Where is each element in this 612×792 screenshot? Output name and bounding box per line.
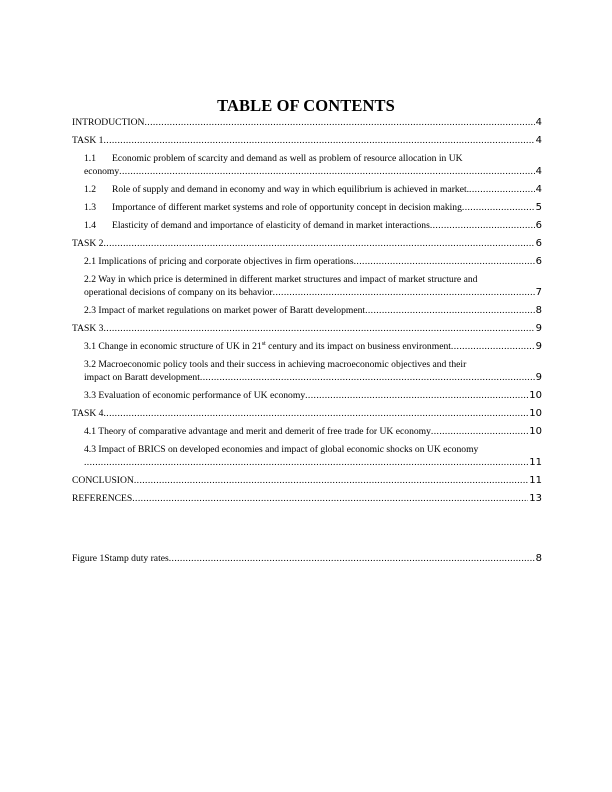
toc-entry-1-1[interactable] xyxy=(72,152,542,178)
toc-label: 4.1 Theory of comparative advantage and merit and demerit of free trade for UK economy xyxy=(84,426,431,437)
toc-number: 1.4 xyxy=(84,220,96,231)
toc-page-number: 4 xyxy=(535,117,542,128)
toc-page-number: 10 xyxy=(529,408,542,419)
toc-label: Elasticity of demand and importance of elasticity of demand in market interactions xyxy=(112,220,430,231)
toc-entry-4-1[interactable] xyxy=(72,425,542,438)
page-title: TABLE OF CONTENTS xyxy=(217,96,395,115)
toc-label xyxy=(84,340,451,353)
toc-entry-references[interactable] xyxy=(72,492,542,505)
toc-label: 2.3 Impact of market regulations on market power of Baratt development xyxy=(84,305,366,316)
toc-entry-1-3[interactable] xyxy=(72,201,542,214)
toc-page-number: 6 xyxy=(535,238,542,249)
toc-label-part: 3.1 Change in economic structure of UK in 21 xyxy=(84,341,262,352)
toc-page-number: 11 xyxy=(529,457,542,468)
toc-label-continued: operational decisions of company on its behavior xyxy=(84,287,273,298)
figure-entry-1[interactable] xyxy=(72,552,542,565)
toc-page-number: 4 xyxy=(535,135,542,146)
toc-entry-task4[interactable] xyxy=(72,407,542,420)
toc-label: Role of supply and demand in economy and way in which equilibrium is achieved in market. xyxy=(112,184,470,195)
toc-label: TASK 4 xyxy=(72,408,104,419)
toc-label: TASK 2 xyxy=(72,238,104,249)
toc-entry-conclusion[interactable] xyxy=(72,474,542,487)
toc-page-number: 10 xyxy=(529,426,542,437)
figure-label: Figure 1Stamp duty rates xyxy=(72,553,169,564)
toc-page-number: 13 xyxy=(529,493,542,504)
toc-label: 2.1 Implications of pricing and corporate objectives in firm operations xyxy=(84,256,354,267)
toc-entry-2-1[interactable] xyxy=(72,255,542,268)
toc-label: 3.3 Evaluation of economic performance of UK economy xyxy=(84,390,306,401)
toc-label: CONCLUSION xyxy=(72,475,134,486)
toc-label: Economic problem of scarcity and demand as well as problem of resource allocation in UK xyxy=(112,153,463,164)
table-of-contents xyxy=(72,116,542,510)
table-of-figures xyxy=(72,552,542,570)
toc-page-number: 6 xyxy=(535,220,542,231)
toc-page-number: 5 xyxy=(535,202,542,213)
toc-label-continued: economy xyxy=(84,166,120,177)
toc-page-number: 10 xyxy=(529,390,542,401)
toc-number: 1.2 xyxy=(84,184,96,195)
toc-entry-2-2[interactable] xyxy=(72,273,542,299)
toc-entry-2-3[interactable] xyxy=(72,304,542,317)
toc-label: REFERENCES xyxy=(72,493,133,504)
toc-label: INTRODUCTION xyxy=(72,117,145,128)
toc-label: 2.2 Way in which price is determined in different market structures and impact of market structure and xyxy=(84,274,478,285)
toc-label: TASK 3 xyxy=(72,323,104,334)
toc-label: 4.3 Impact of BRICS on developed economies and impact of global economic shocks on UK economy xyxy=(84,444,479,455)
toc-entry-introduction[interactable] xyxy=(72,116,542,129)
toc-page-number: 9 xyxy=(535,323,542,334)
toc-entry-4-3[interactable] xyxy=(72,443,542,469)
toc-entry-task2[interactable] xyxy=(72,237,542,250)
toc-page-number: 8 xyxy=(535,305,542,316)
toc-label-part: century and its impact on business environment xyxy=(265,341,451,352)
toc-number: 1.3 xyxy=(84,202,96,213)
toc-entry-task1[interactable] xyxy=(72,134,542,147)
toc-entry-1-2[interactable] xyxy=(72,183,542,196)
toc-page-number: 9 xyxy=(535,341,542,352)
toc-page-number: 6 xyxy=(535,256,542,267)
toc-entry-3-1[interactable] xyxy=(72,340,542,353)
toc-page-number: 4 xyxy=(535,166,542,177)
toc-entry-3-2[interactable] xyxy=(72,358,542,384)
toc-label: TASK 1 xyxy=(72,135,104,146)
toc-entry-1-4[interactable] xyxy=(72,219,542,232)
toc-number: 1.1 xyxy=(84,153,96,164)
toc-label: 3.2 Macroeconomic policy tools and their success in achieving macroeconomic objectives and their xyxy=(84,359,467,370)
toc-entry-3-3[interactable] xyxy=(72,389,542,402)
figure-page-number: 8 xyxy=(535,553,542,564)
superscript: st xyxy=(261,340,266,347)
toc-label-continued: impact on Baratt development xyxy=(84,372,200,383)
toc-page-number: 4 xyxy=(535,184,542,195)
toc-entry-task3[interactable] xyxy=(72,322,542,335)
toc-page-number: 9 xyxy=(535,372,542,383)
toc-label: Importance of different market systems and role of opportunity concept in decision making xyxy=(112,202,462,213)
toc-page-number: 11 xyxy=(529,475,542,486)
toc-page-number: 7 xyxy=(535,287,542,298)
